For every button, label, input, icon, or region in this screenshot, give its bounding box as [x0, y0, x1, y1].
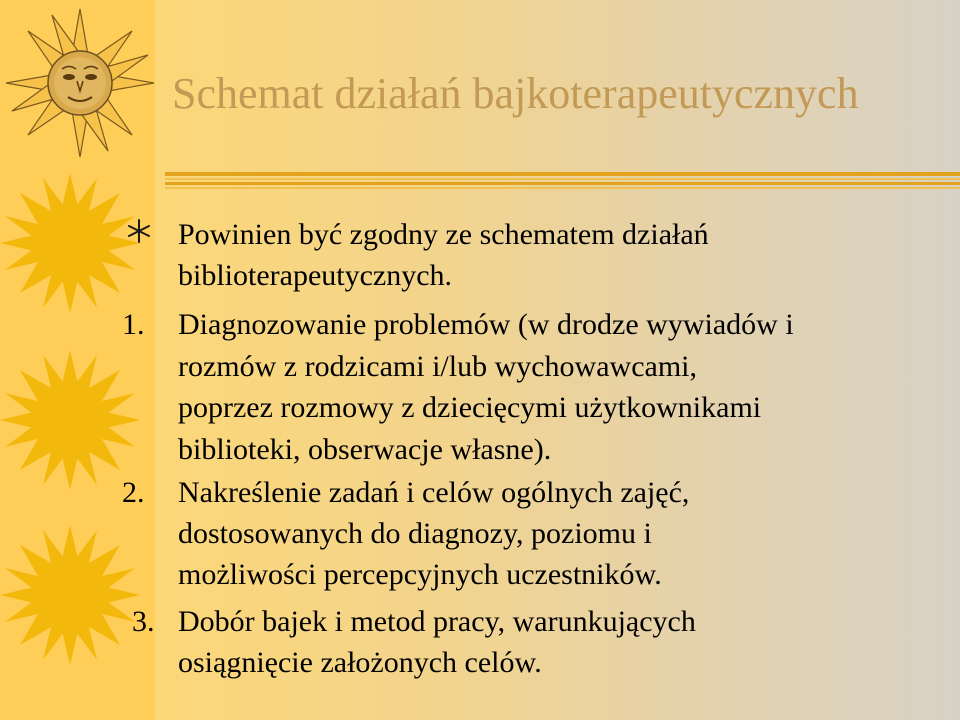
text-line: możliwości percepcyjnych uczestników.: [178, 558, 662, 591]
text-line: biblioteki, obserwacje własne).: [178, 432, 552, 466]
text-line: dostosowanych do diagnozy, poziomu i: [178, 517, 652, 550]
list-item: [178, 601, 696, 683]
list-item: [178, 304, 794, 470]
text-line: Powinien być zgodny ze schematem działań: [178, 218, 709, 251]
text-line: poprzez rozmowy z dziecięcymi użytkownikami: [178, 391, 762, 424]
sun-face-icon: [5, 5, 155, 165]
list-number: 1.: [122, 308, 145, 341]
text-line: osiągnięcie założonych celów.: [178, 646, 542, 679]
list-number: 2.: [122, 476, 145, 509]
text-line: Diagnozowanie problemów (w drodze wywiadów i: [178, 308, 794, 341]
text-line: rozmów z rodzicami i/lub wychowawcami,: [178, 349, 697, 383]
slide-title: Schemat działań bajkoterapeutycznych: [172, 69, 859, 118]
bullet-text: [178, 214, 709, 296]
sun-icon: [0, 520, 150, 670]
list-item: [178, 472, 689, 595]
text-line: Dobór bajek i metod pracy, warunkujących: [178, 605, 696, 638]
star-bullet-icon: [126, 218, 152, 244]
text-line: biblioterapeutycznych.: [178, 259, 453, 292]
text-line: Nakreślenie zadań i celów ogólnych zajęć,: [178, 476, 690, 509]
title-divider: [165, 172, 960, 191]
list-number: 3.: [132, 605, 155, 638]
